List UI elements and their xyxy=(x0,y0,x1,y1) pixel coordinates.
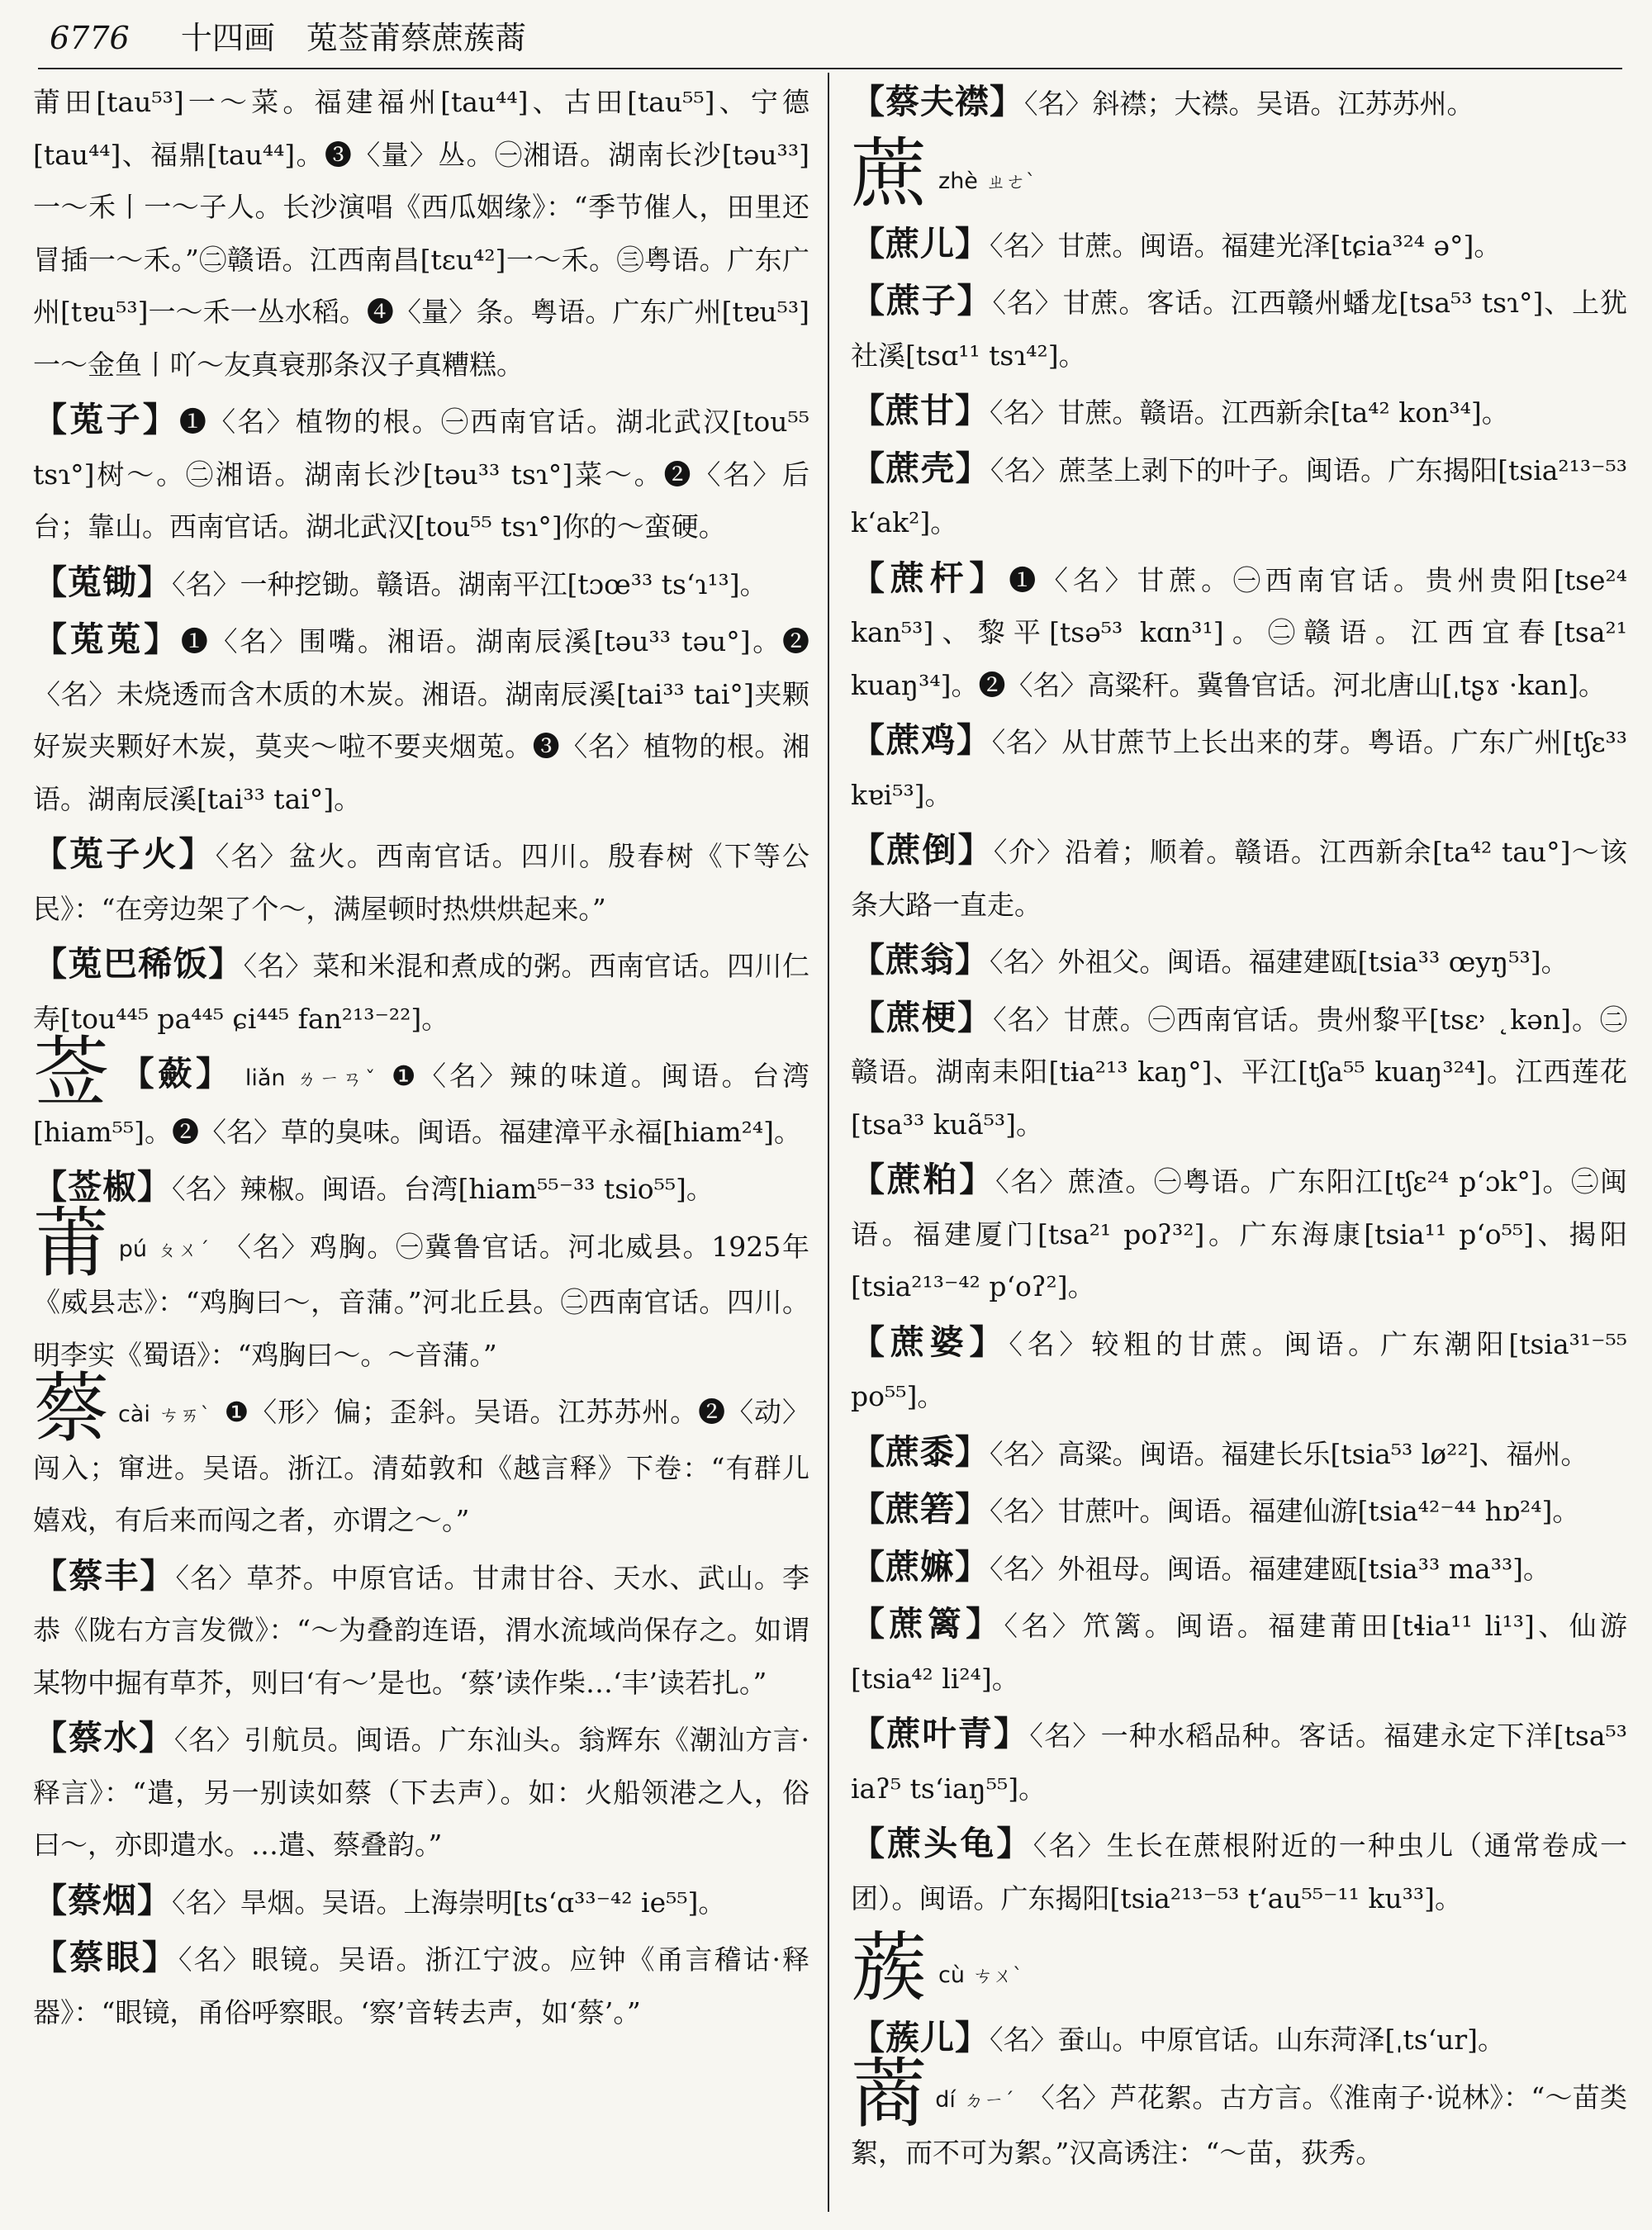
entry-doudou xyxy=(33,614,809,825)
headword: 【蔗粕】 xyxy=(851,1160,996,1199)
definition: 〈名〉辣椒。闽语。台湾[hiam⁵⁵⁻³³ tsio⁵⁵]。 xyxy=(172,1173,714,1205)
zhuyin: ㄉㄧˊ xyxy=(963,2088,1014,2112)
headword: 【蔗箬】 xyxy=(851,1489,990,1529)
entry-zhegan-stalk xyxy=(851,553,1627,712)
definition: 〈名〉一种挖锄。赣语。湖南平江[tɔœ³³ tsʻɿ¹³]。 xyxy=(172,567,767,600)
head-character: 莆 xyxy=(33,1198,111,1288)
definition: 〈名〉生长在蔗根附近的一种虫儿（通常卷成一团）。闽语。广东揭阳[tsia²¹³⁻⁵³ tʻau⁵⁵⁻¹¹ ku³³]。 xyxy=(851,1829,1628,1914)
definition: 〈名〉眼镜。吴语。浙江宁波。应钟《甬言稽诂·释器》：“眼镜，甬俗呼察眼。‘察’音转去声，如‘蔡’。” xyxy=(33,1943,809,2028)
head-entry-pu xyxy=(33,1198,810,1382)
headword: 【莵巴稀饭】 xyxy=(33,944,244,984)
headword: 【莶椒】 xyxy=(33,1167,172,1207)
left-column xyxy=(33,76,809,2038)
definition: 〈名〉高粱。闽语。福建长乐[tsia⁵³ lø²²]、福州。 xyxy=(990,1437,1588,1470)
zhuyin: ㄘㄞˋ xyxy=(158,1403,211,1426)
headword: 【蔗叶青】 xyxy=(851,1714,1030,1753)
headword: 【蔗儿】 xyxy=(851,223,990,263)
definition: 〈名〉笊篱。闽语。福建莆田[tɬia¹¹ li¹³]、仙游[tsia⁴² li²⁴]。 xyxy=(851,1610,1627,1695)
entry-zhedao xyxy=(851,824,1627,931)
pinyin: dí xyxy=(935,2086,956,2113)
continued-entry: 莆田[tau⁵³]一～菜。福建福州[tau⁴⁴]、古田[tau⁵⁵]、宁德[tau⁴⁴]、福鼎[tau⁴⁴]。❸〈量〉丛。㊀湘语。湖南长沙[təu³³]一～禾丨一～子人。长沙演唱《西瓜姻缘》：“季节催人，田里还冒插一～禾。”㊁赣语。江西南昌[tɛu⁴²]一～禾。㊂粤语。广东广州[tɐu⁵³]一～禾一丛水稻。❹〈量〉条。粤语。广东广州[tɐu⁵³]一～金鱼丨吖～友真衰那条汉子真糟糕。 xyxy=(33,86,809,381)
entry-zhegeng xyxy=(851,992,1627,1151)
headword: 【蔡烟】 xyxy=(33,1880,172,1920)
definition: 〈名〉甘蔗。㊀西南官话。贵州黎平[tsɛ˒ ˛kən]。㊁赣语。湖南耒阳[tɨa²¹³ kaŋ°]、平江[tʃa⁵⁵ kuaŋ³²⁴]。江西莲花[tsa³³ kuã⁵³]。 xyxy=(851,1003,1628,1141)
definition: ❶〈名〉辣的味道。闽语。台湾[hiam⁵⁵]。❷〈名〉草的臭味。闽语。福建漳平永福[hiam²⁴]。 xyxy=(33,1060,809,1148)
headword: 【莵子】 xyxy=(33,400,179,439)
definition: 〈名〉斜襟；大襟。吴语。江苏苏州。 xyxy=(1024,88,1474,120)
definition: 〈名〉甘蔗。闽语。福建光泽[tɕia³²⁴ ə°]。 xyxy=(990,229,1502,262)
entry-cuer xyxy=(851,2012,1627,2066)
entry-zhepo-coarse xyxy=(851,1317,1627,1423)
header-chars: 莵莶莆蔡蔗蔟蔏 xyxy=(306,20,526,56)
head-entry-cai xyxy=(33,1364,809,1547)
entry-caishui xyxy=(33,1712,809,1872)
head-entry-cu xyxy=(851,1924,1627,2012)
entry-zheyeqing xyxy=(851,1708,1627,1815)
zhuyin: ㄘㄨˋ xyxy=(972,1964,1023,1987)
column-divider xyxy=(828,73,829,2212)
pinyin: zhè xyxy=(938,168,978,194)
definition: ❶〈名〉甘蔗。㊀西南官话。贵州贵阳[tse²⁴ kan⁵³]、黎平[tsə⁵³ kɑn³¹]。㊁赣语。江西宜春[tsa²¹ kuaŋ³⁴]。❷〈名〉高粱秆。冀鲁官话。河北唐山[ˌtʂɤ ·kan]。 xyxy=(851,563,1628,701)
entry-doubaxifan xyxy=(33,938,809,1045)
headword: 【蔗倒】 xyxy=(851,830,994,870)
variant-form: 【蘞】 xyxy=(120,1054,234,1094)
entry-zheshu xyxy=(851,1426,1627,1481)
definition: 〈名〉盆火。西南官话。四川。殷春树《下等公民》：“在旁边架了个～，满屋顿时热烘烘起来。” xyxy=(33,840,810,925)
entry-zheke xyxy=(851,443,1627,549)
pinyin: pú xyxy=(118,1236,147,1262)
head-character: 蔏 xyxy=(851,2049,928,2138)
definition: 〈名〉蚕山。中原官话。山东菏泽[ˌtsʻur]。 xyxy=(990,2024,1506,2056)
zhuyin: ㄓㄜˋ xyxy=(985,169,1036,193)
head-character: 蔗 xyxy=(851,129,928,218)
definition: ❶〈名〉植物的根。㊀西南官话。湖北武汉[tou⁵⁵ tsɿ°]树～。㊁湘语。湖南长沙[təu³³ tsɿ°]菜～。❷〈名〉后台；靠山。西南官话。湖北武汉[tou⁵⁵ tsɿ°]你的～蛮硬。 xyxy=(33,406,809,543)
headword: 【蔗壳】 xyxy=(851,448,990,488)
headword: 【蔡眼】 xyxy=(33,1938,178,1977)
right-column xyxy=(851,76,1627,2180)
zhuyin: ㄌㄧㄢˇ xyxy=(293,1067,378,1090)
entry-zheer xyxy=(851,218,1627,273)
headword: 【蔗鸡】 xyxy=(851,720,992,760)
definition: 〈名〉草芥。中原官话。甘肃甘谷、天水、武山。李恭《陇右方言发微》：“～为叠韵连语，渭水流域尚保存之。如谓某物中掘有草芥，则曰‘有～’是也。‘蔡’读作柴…‘丰’读若扎。” xyxy=(33,1561,810,1699)
entry-zhegan xyxy=(851,385,1627,439)
headword: 【蔗杆】 xyxy=(851,558,1009,598)
pinyin: cài xyxy=(117,1402,150,1427)
definition: ❶〈形〉偏；歪斜。吴语。江苏苏州。❷〈动〉闯入；窜进。吴语。浙江。清茹敦和《越言释》下卷：“有群儿嬉戏，有后来而闯之者，亦谓之～。” xyxy=(33,1396,809,1536)
definition: 〈名〉外祖父。闽语。福建建瓯[tsia³³ œyŋ⁵³]。 xyxy=(990,946,1569,978)
entry-douzi xyxy=(33,394,809,553)
definition: 〈名〉一种水稻品种。客话。福建永定下洋[tsa⁵³ iaʔ⁵ tsʻiaŋ⁵⁵]。 xyxy=(851,1720,1628,1805)
running-header xyxy=(50,15,1619,61)
head-character: 蔡 xyxy=(33,1364,110,1453)
definition: 〈名〉较粗的甘蔗。闽语。广东潮阳[tsia³¹⁻⁵⁵ po⁵⁵]。 xyxy=(851,1327,1627,1412)
definition: 〈名〉甘蔗。客话。江西赣州蟠龙[tsa⁵³ tsɿ°]、上犹社溪[tsɑ¹¹ tsɿ⁴²]。 xyxy=(851,287,1627,372)
headword: 【蔗甘】 xyxy=(851,391,990,430)
definition: 〈名〉甘蔗叶。闽语。福建仙游[tsia⁴²⁻⁴⁴ hɒ²⁴]。 xyxy=(990,1495,1580,1527)
page-number: 6776 xyxy=(50,20,130,56)
entry-zheli xyxy=(851,1598,1627,1705)
definition: 〈名〉蔗渣。㊀粤语。广东阳江[tʃɛ²⁴ pʻɔk°]。㊁闽语。福建厦门[tsa²¹ poʔ³²]。广东海康[tsia¹¹ pʻo⁵⁵]、揭阳[tsia²¹³⁻⁴² pʻoʔ²]。 xyxy=(851,1165,1628,1302)
entry-caifeng xyxy=(33,1550,809,1710)
definition: 〈名〉甘蔗。赣语。江西新余[ta⁴² kon³⁴]。 xyxy=(990,396,1509,429)
definition: 〈介〉沿着；顺着。赣语。江西新余[ta⁴² tau°]～该条大路一直走。 xyxy=(851,836,1627,921)
headword: 【蔗翁】 xyxy=(851,940,990,980)
stroke-section: 十四画 xyxy=(180,20,275,56)
headword: 【蔗头龟】 xyxy=(851,1824,1033,1863)
entry-caiyan-eye xyxy=(33,1932,809,2038)
head-entry-zhe xyxy=(851,129,1627,218)
definition: 〈名〉鸡胸。㊀冀鲁官话。河北威县。1925年《威县志》：“鸡胸曰～，音蒲。”河北丘县。㊁西南官话。四川。明李实《蜀语》：“鸡胸曰～。～音蒲。” xyxy=(33,1230,810,1371)
headword: 【蔟儿】 xyxy=(851,2018,990,2057)
headword: 【莵莵】 xyxy=(33,619,181,659)
headword: 【蔡水】 xyxy=(33,1718,174,1758)
headword: 【蔗梗】 xyxy=(851,997,994,1037)
entry-caifujin xyxy=(851,76,1627,130)
definition: 〈名〉蔗茎上剥下的叶子。闽语。广东揭阳[tsia²¹³⁻⁵³ kʻak²]。 xyxy=(851,453,1627,539)
head-entry-di xyxy=(851,2049,1627,2180)
entry-zheruo xyxy=(851,1483,1627,1538)
definition: 〈名〉菜和米混和煮成的粥。西南官话。四川仁寿[tou⁴⁴⁵ pa⁴⁴⁵ ɕi⁴⁴⁵ fan²¹³⁻²²]。 xyxy=(33,950,810,1035)
headword: 【蔗篱】 xyxy=(851,1604,1004,1644)
headword: 【蔗婆】 xyxy=(851,1321,1009,1362)
headword: 【蔡夫襟】 xyxy=(851,82,1024,121)
entry-zhetougui xyxy=(851,1818,1627,1924)
head-character: 蔟 xyxy=(851,1924,928,2012)
entry-zheji xyxy=(851,714,1627,821)
headword: 【蔡丰】 xyxy=(33,1555,176,1596)
headword: 【蔗黍】 xyxy=(851,1431,990,1472)
entry-zhema xyxy=(851,1541,1627,1596)
headword: 【莵子火】 xyxy=(33,834,216,874)
pinyin: liǎn xyxy=(244,1065,286,1091)
pinyin: cù xyxy=(938,1962,965,1988)
head-character: 莶 xyxy=(33,1028,112,1117)
entry-zhezi xyxy=(851,275,1627,382)
definition: 〈名〉旱烟。吴语。上海崇明[tsʻɑ³³⁻⁴² ie⁵⁵]。 xyxy=(172,1886,726,1919)
definition: 〈名〉引航员。闽语。广东汕头。翁辉东《潮汕方言·释言》：“遣，另一别读如蔡（下去声）。如：火船领港之人，俗曰～，亦即遣水。…遣、蔡叠韵。” xyxy=(33,1724,810,1861)
header-rule xyxy=(38,68,1622,69)
definition: ❶〈名〉围嘴。湘语。湖南辰溪[təu³³ təu°]。❷〈名〉未烧透而含木质的木炭。湘语。湖南辰溪[tai³³ tai°]夹颗好炭夹颗好木炭，莫夹～啦不要夹烟莵。❸〈名〉植物的根。湘语。湖南辰溪[tai³³ tai°]。 xyxy=(33,625,809,815)
definition: 〈名〉外祖母。闽语。福建建瓯[tsia³³ ma³³]。 xyxy=(990,1552,1551,1585)
headword: 【蔗子】 xyxy=(851,281,993,320)
entry-douzihuo xyxy=(33,828,809,935)
definition: 〈名〉芦花絮。古方言。《淮南子·说林》：“～苗类絮，而不可为絮。”汉高诱注：“～苗，荻秀。 xyxy=(851,2081,1627,2169)
entry-lianjiao xyxy=(33,1161,809,1216)
headword: 【莵锄】 xyxy=(33,562,172,602)
definition: 〈名〉从甘蔗节上长出来的芽。粤语。广东广州[tʃɛ³³ kɐi⁵³]。 xyxy=(851,726,1628,811)
entry-zheweng xyxy=(851,934,1627,989)
headword: 【蔗嫲】 xyxy=(851,1546,990,1587)
entry-douchu xyxy=(33,557,809,611)
entry-caiyan xyxy=(33,1875,809,1929)
entry-zhepo xyxy=(851,1154,1627,1313)
zhuyin: ㄆㄨˊ xyxy=(155,1237,211,1261)
head-entry-lian xyxy=(33,1028,809,1158)
